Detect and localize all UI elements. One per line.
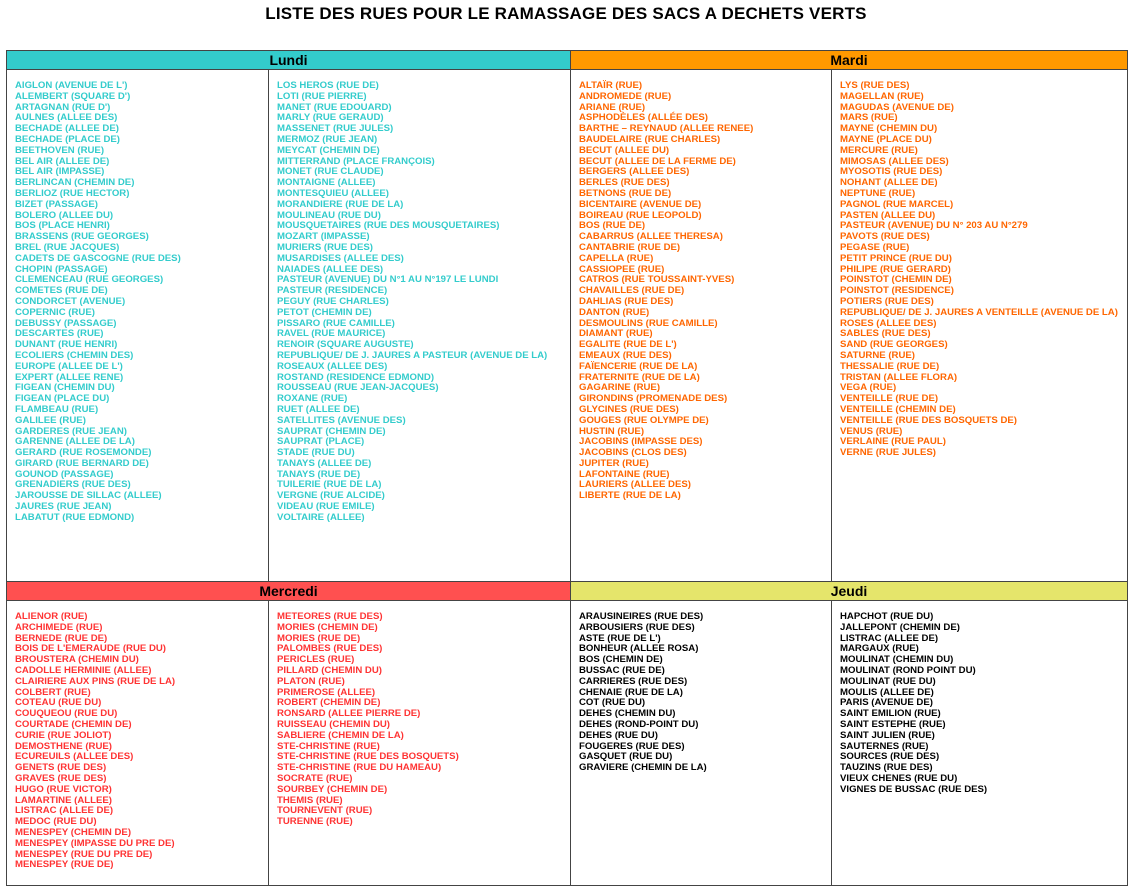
street-item: BERLINCAN (CHEMIN DE) [15, 177, 135, 189]
street-item: PRIMEROSE (ALLEE) [277, 686, 376, 698]
street-item: CONDORCET (AVENUE) [15, 295, 126, 307]
street-item: EUROPE (ALLEE DE L') [15, 360, 123, 372]
street-item: HAPCHOT (RUE DU) [840, 611, 934, 622]
street-item: CADETS DE GASCOGNE (RUE DES) [15, 252, 181, 264]
street-column-2 [269, 70, 570, 581]
street-item: TANAYS (ALLEE DE) [277, 457, 372, 469]
street-item: ASTE (RUE DE L') [579, 632, 661, 644]
street-item: CHENAIE (RUE DE LA) [579, 686, 683, 698]
street-item: ROSEAUX (ALLEE DES) [277, 360, 388, 372]
street-item: TOURNEVENT (RUE) [277, 805, 373, 817]
street-item: GASQUET (RUE DU) [579, 751, 673, 763]
street-item: ROSTAND (RESIDENCE EDMOND) [277, 371, 435, 383]
street-item: LISTRAC (ALLEE DE) [840, 632, 939, 644]
street-item: SAINT ESTEPHE (RUE) [840, 718, 946, 730]
street-item: GALILEE (RUE) [15, 414, 86, 426]
street-item: CHOPIN (PASSAGE) [15, 263, 108, 275]
street-item: BUSSAC (RUE DE) [579, 664, 665, 676]
street-item: VENUS (RUE) [840, 425, 903, 437]
street-item: PAVOTS (RUE DES) [840, 231, 930, 243]
street-item: RENOIR (SQUARE AUGUSTE) [277, 339, 414, 351]
street-item: PETIT PRINCE (RUE DU) [840, 252, 952, 264]
street-item: MARS (RUE) [840, 112, 898, 124]
street-item: DEHES (CHEMIN DU) [579, 708, 676, 720]
street-item: CAPELLA (RUE) [579, 252, 654, 264]
street-item: ECUREUILS (ALLEE DES) [15, 751, 134, 763]
street-item: FOUGERES (RUE DES) [579, 740, 685, 752]
street-item: AIGLON (AVENUE DE L') [15, 80, 128, 91]
street-item: BRASSENS (RUE GEORGES) [15, 231, 149, 243]
street-item: CHAVAILLES (RUE DE) [579, 285, 685, 297]
street-item: MARLY (RUE GERAUD) [277, 112, 384, 124]
street-item: PERICLES (RUE) [277, 654, 355, 666]
street-item: COUQUEOU (RUE DU) [15, 708, 118, 720]
street-item: COT (RUE DU) [579, 697, 646, 709]
street-item: PALOMBES (RUE DES) [277, 643, 383, 655]
street-item: PEGUY (RUE CHARLES) [277, 295, 389, 307]
street-item: GLYCINES (RUE DES) [579, 403, 679, 415]
street-item: COPERNIC (RUE) [15, 306, 95, 318]
street-item: COLBERT (RUE) [15, 686, 91, 698]
street-item: EXPERT (ALLEE RENE) [15, 371, 124, 383]
street-item: CATROS (RUE TOUSSAINT-YVES) [579, 274, 735, 286]
street-item: JACOBINS (IMPASSE DES) [579, 436, 703, 448]
street-item: RONSARD (ALLEE PIERRE DE) [277, 708, 421, 720]
street-item: BICENTAIRE (AVENUE DE) [579, 198, 702, 210]
day-panel-lundi [7, 51, 570, 581]
street-item: CURIE (RUE JOLIOT) [15, 729, 112, 741]
street-item: PARIS (AVENUE DE) [840, 697, 933, 709]
street-item: SATURNE (RUE) [840, 349, 915, 361]
street-item: COMETES (RUE DE) [15, 285, 108, 297]
street-item: LOTI (RUE PIERRE) [277, 90, 367, 102]
street-item: MAYNE (PLACE DU) [840, 133, 932, 145]
street-item: MOULIS (ALLEE DE) [840, 686, 934, 698]
street-item: COTEAU (RUE DU) [15, 697, 102, 709]
street-item: NOHANT (ALLEE DE) [840, 177, 938, 189]
street-item: ASPHODÈLES (ALLÉE DES) [579, 112, 708, 124]
street-item: LABATUT (RUE EDMOND) [15, 511, 135, 523]
street-item: MONTESQUIEU (ALLEE) [277, 187, 389, 199]
street-item: LYS (RUE DES) [840, 80, 910, 91]
street-item: LOS HEROS (RUE DE) [277, 80, 379, 91]
street-item: ALEMBERT (SQUARE D') [15, 90, 131, 102]
street-item: CLAIRIERE AUX PINS (RUE DE LA) [15, 675, 176, 687]
street-item: DANTON (RUE) [579, 306, 650, 318]
street-item: STE-CHRISTINE (RUE DES BOSQUETS) [277, 751, 459, 763]
street-item: GARDERES (RUE JEAN) [15, 425, 127, 437]
street-item: BECHADE (ALLEE DE) [15, 123, 119, 135]
street-item: SOURBEY (CHEMIN DE) [277, 783, 388, 795]
day-panel-mardi [570, 51, 1127, 581]
street-item: PASTEUR (AVENUE) DU N° 203 AU N°279 [840, 220, 1028, 232]
street-item: MOULINEAU (RUE DU) [277, 209, 381, 221]
street-item: VIEUX CHENES (RUE DU) [840, 772, 958, 784]
street-item: GRENADIERS (RUE DES) [15, 479, 131, 491]
street-item: MERMOZ (RUE JEAN) [277, 133, 378, 145]
street-item: ROUSSEAU (RUE JEAN-JACQUES) [277, 382, 439, 394]
street-item: TRISTAN (ALLEE FLORA) [840, 371, 958, 383]
street-item: ARBOUSIERS (RUE DES) [579, 621, 695, 633]
street-item: PETOT (CHEMIN DE) [277, 306, 372, 318]
street-column-1 [7, 70, 269, 581]
street-item: MOULINAT (ROND POINT DU) [840, 664, 976, 676]
street-item: VENTEILLE (RUE DE) [840, 393, 939, 405]
street-item: MENESPEY (RUE DU PRE DE) [15, 848, 153, 860]
street-item: SABLES (RUE DES) [840, 328, 931, 340]
street-item: GOUNOD (PASSAGE) [15, 468, 114, 480]
street-item: FIGEAN (CHEMIN DU) [15, 382, 115, 394]
street-item: NAIADES (ALLEE DES) [277, 263, 384, 275]
street-item: TURENNE (RUE) [277, 816, 353, 828]
street-item: BARTHE – REYNAUD (ALLEE RENEE) [579, 123, 754, 135]
street-item: HUSTIN (RUE) [579, 425, 645, 437]
street-column-1 [571, 70, 832, 581]
street-column-2 [269, 601, 570, 885]
street-item: BERGERS (ALLEE DES) [579, 166, 690, 178]
street-item: VENTEILLE (CHEMIN DE) [840, 403, 956, 415]
street-item: CANTABRIE (RUE DE) [579, 241, 681, 253]
street-item: MORANDIERE (RUE DE LA) [277, 198, 404, 210]
street-item: STADE (RUE DU) [277, 447, 355, 459]
street-item: DESMOULINS (RUE CAMILLE) [579, 317, 718, 329]
street-item: BOS (RUE DE) [579, 220, 646, 232]
street-item: MYOSOTIS (RUE DES) [840, 166, 943, 178]
street-item: MOULINAT (CHEMIN DU) [840, 654, 954, 666]
street-item: ARCHIMEDE (RUE) [15, 621, 103, 633]
street-item: DUNANT (RUE HENRI) [15, 339, 118, 351]
street-item: BECUT (ALLEE DE LA FERME DE) [579, 155, 736, 167]
street-item: MUSARDISES (ALLEE DES) [277, 252, 404, 264]
street-item: PAGNOL (RUE MARCEL) [840, 198, 954, 210]
street-item: BOLERO (ALLEE DU) [15, 209, 114, 221]
street-item: BERNEDE (RUE DE) [15, 632, 108, 644]
street-item: GOUGES (RUE OLYMPE DE) [579, 414, 709, 426]
street-item: TUILERIE (RUE DE LA) [277, 479, 382, 491]
day-header-mercredi: Mercredi [7, 582, 570, 601]
street-item: VIGNES DE BUSSAC (RUE DES) [840, 783, 988, 795]
street-item: PHILIPE (RUE GERARD) [840, 263, 951, 275]
street-item: BOS (CHEMIN DE) [579, 654, 663, 666]
street-item: MONET (RUE CLAUDE) [277, 166, 384, 178]
street-item: ROBERT (CHEMIN DE) [277, 697, 381, 709]
street-item: MENESPEY (RUE DE) [15, 859, 114, 871]
street-item: PASTEN (ALLEE DU) [840, 209, 936, 221]
street-item: SAND (RUE GEORGES) [840, 339, 948, 351]
street-item: LAFONTAINE (RUE) [579, 468, 670, 480]
day-panel-mercredi [7, 581, 570, 885]
street-item: BEL AIR (IMPASSE) [15, 166, 105, 178]
street-item: REPUBLIQUE/ DE J. JAURES A VENTEILLE (AVENUE DE LA) [840, 306, 1118, 318]
street-item: MORIES (CHEMIN DE) [277, 621, 378, 633]
street-item: GARENNE (ALLEE DE LA) [15, 436, 135, 448]
street-item: MASSENET (RUE JULES) [277, 123, 394, 135]
street-item: COURTADE (CHEMIN DE) [15, 718, 132, 730]
street-item: RUISSEAU (CHEMIN DU) [277, 718, 390, 730]
street-item: LAURIERS (ALLEE DES) [579, 479, 691, 491]
street-item: CADOLLE HERMINIE (ALLEE) [15, 664, 152, 676]
street-item: SABLIERE (CHEMIN DE LA) [277, 729, 404, 741]
street-item: SATELLITES (AVENUE DES) [277, 414, 406, 426]
street-item: CLEMENCEAU (RUE GEORGES) [15, 274, 164, 286]
street-item: ECOLIERS (CHEMIN DES) [15, 349, 134, 361]
street-item: POTIERS (RUE DES) [840, 295, 934, 307]
street-item: PLATON (RUE) [277, 675, 345, 687]
street-item: FRATERNITE (RUE DE LA) [579, 371, 700, 383]
street-item: CABARRUS (ALLEE THERESA) [579, 231, 723, 243]
street-item: GIRARD (RUE BERNARD DE) [15, 457, 149, 469]
street-item: PILLARD (CHEMIN DU) [277, 664, 382, 676]
street-column-2 [832, 70, 1127, 581]
street-item: MAGELLAN (RUE) [840, 90, 924, 102]
street-item: BIZET (PASSAGE) [15, 198, 98, 210]
street-item: BOIS DE L'EMERAUDE (RUE DU) [15, 643, 166, 655]
street-column-1 [571, 601, 832, 885]
street-item: STE-CHRISTINE (RUE DU HAMEAU) [277, 762, 442, 774]
street-item: BECUT (ALLEE DU) [579, 144, 670, 156]
street-item: MAYNE (CHEMIN DU) [840, 123, 938, 135]
street-item: SAINT EMILION (RUE) [840, 708, 941, 720]
street-item: MOZART (IMPASSE) [277, 231, 370, 243]
day-header-jeudi: Jeudi [571, 582, 1127, 601]
street-item: SOURCES (RUE DES) [840, 751, 940, 763]
street-item: EGALITE (RUE DE L') [579, 339, 677, 351]
street-item: JALLEPONT (CHEMIN DE) [840, 621, 960, 633]
street-item: MITTERRAND (PLACE FRANÇOIS) [277, 155, 435, 167]
street-item: STE-CHRISTINE (RUE) [277, 740, 380, 752]
street-item: BROUSTERA (CHEMIN DU) [15, 654, 139, 666]
street-item: VIDEAU (RUE EMILE) [277, 501, 375, 513]
street-item: HUGO (RUE VICTOR) [15, 783, 112, 795]
street-item: ARTAGNAN (RUE D') [15, 101, 111, 113]
street-item: ROSES (ALLEE DES) [840, 317, 937, 329]
street-item: FIGEAN (PLACE DU) [15, 393, 110, 405]
street-item: MIMOSAS (ALLEE DES) [840, 155, 949, 167]
street-item: THESSALIE (RUE DE) [840, 360, 940, 372]
street-item: MORIES (RUE DE) [277, 632, 361, 644]
street-item: SAINT JULIEN (RUE) [840, 729, 935, 741]
street-item: NEPTUNE (RUE) [840, 187, 916, 199]
street-item: POINSTOT (RESIDENCE) [840, 285, 954, 297]
street-item: RUET (ALLEE DE) [277, 403, 360, 415]
street-item: VEGA (RUE) [840, 382, 897, 394]
street-item: JUPITER (RUE) [579, 457, 649, 469]
street-item: ROXANE (RUE) [277, 393, 348, 405]
schedule-grid [6, 50, 1128, 886]
street-item: ALTAÏR (RUE) [579, 80, 643, 91]
street-item: BECHADE (PLACE DE) [15, 133, 121, 145]
page-title: LISTE DES RUES POUR LE RAMASSAGE DES SACS A DECHETS VERTS [265, 4, 867, 23]
street-item: PISSARO (RUE CAMILLE) [277, 317, 395, 329]
street-item: MURIERS (RUE DES) [277, 241, 373, 253]
street-item: JACOBINS (CLOS DES) [579, 447, 687, 459]
street-item: DAHLIAS (RUE DES) [579, 295, 674, 307]
street-item: FLAMBEAU (RUE) [15, 403, 99, 415]
street-item: AULNES (ALLEE DES) [15, 112, 118, 124]
street-item: MENESPEY (CHEMIN DE) [15, 826, 132, 838]
street-item: VERNE (RUE JULES) [840, 447, 936, 459]
street-item: SAUPRAT (PLACE) [277, 436, 365, 448]
street-item: MANET (RUE EDOUARD) [277, 101, 392, 113]
street-item: MERCURE (RUE) [840, 144, 918, 156]
street-item: ARAUSINEIRES (RUE DES) [579, 611, 704, 622]
street-item: GRAVES (RUE DES) [15, 772, 107, 784]
street-item: ANDROMEDE (RUE) [579, 90, 672, 102]
street-item: BEL AIR (ALLEE DE) [15, 155, 110, 167]
street-item: LIBERTE (RUE DE LA) [579, 490, 681, 502]
street-item: MEDOC (RUE DU) [15, 816, 97, 828]
street-item: MAGUDAS (AVENUE DE) [840, 101, 954, 113]
street-item: ARIANE (RUE) [579, 101, 646, 113]
street-item: VERGNE (RUE ALCIDE) [277, 490, 385, 502]
street-item: BERLES (RUE DES) [579, 177, 670, 189]
street-item: BETNONS (RUE DE) [579, 187, 672, 199]
street-item: SOCRATE (RUE) [277, 772, 353, 784]
street-item: MENESPEY (IMPASSE DU PRE DE) [15, 837, 175, 849]
street-item: THEMIS (RUE) [277, 794, 343, 806]
street-item: RAVEL (RUE MAURICE) [277, 328, 386, 340]
street-item: BOS (PLACE HENRI) [15, 220, 110, 232]
street-item: MONTAIGNE (ALLEE) [277, 177, 376, 189]
street-item: DIAMANT (RUE) [579, 328, 653, 340]
street-item: BERLIOZ (RUE HECTOR) [15, 187, 130, 199]
street-item: JAROUSSE DE SILLAC (ALLEE) [15, 490, 162, 502]
street-item: BEETHOVEN (RUE) [15, 144, 105, 156]
street-item: VENTEILLE (RUE DES BOSQUETS DE) [840, 414, 1017, 426]
street-item: LISTRAC (ALLEE DE) [15, 805, 114, 817]
street-item: BAUDELAIRE (RUE CHARLES) [579, 133, 721, 145]
street-item: MEYCAT (CHEMIN DE) [277, 144, 380, 156]
street-item: GAGARINE (RUE) [579, 382, 661, 394]
street-item: BREL (RUE JACQUES) [15, 241, 120, 253]
street-item: VOLTAIRE (ALLEE) [277, 511, 365, 523]
street-item: FAÏENCERIE (RUE DE LA) [579, 360, 698, 372]
street-item: POINSTOT (CHEMIN DE) [840, 274, 952, 286]
street-item: REPUBLIQUE/ DE J. JAURES A PASTEUR (AVENUE DE LA) [277, 349, 548, 361]
street-item: DESCARTES (RUE) [15, 328, 104, 340]
street-item: PEGASE (RUE) [840, 241, 910, 253]
street-item: DEHES (RUE DU) [579, 729, 658, 741]
street-item: DEHES (ROND-POINT DU) [579, 718, 699, 730]
street-item: GERARD (RUE ROSEMONDE) [15, 447, 152, 459]
street-item: PASTEUR (RESIDENCE) [277, 285, 388, 297]
street-item: SAUPRAT (CHEMIN DE) [277, 425, 386, 437]
street-item: TANAYS (RUE DE) [277, 468, 361, 480]
street-item: GIRONDINS (PROMENADE DES) [579, 393, 728, 405]
street-item: BONHEUR (ALLEE ROSA) [579, 643, 699, 655]
day-header-lundi: Lundi [7, 51, 570, 70]
street-item: LAMARTINE (ALLEE) [15, 794, 112, 806]
day-panel-jeudi [570, 581, 1127, 885]
street-item: DEBUSSY (PASSAGE) [15, 317, 117, 329]
street-item: CARRIERES (RUE DES) [579, 675, 688, 687]
street-item: MOULINAT (RUE DU) [840, 675, 936, 687]
street-item: VERLAINE (RUE PAUL) [840, 436, 946, 448]
street-column-1 [7, 601, 269, 885]
street-item: MARGAUX (RUE) [840, 643, 919, 655]
street-item: TAUZINS (RUE DES) [840, 762, 933, 774]
street-item: METEORES (RUE DES) [277, 611, 383, 622]
street-item: EMEAUX (RUE DES) [579, 349, 672, 361]
street-item: JAURES (RUE JEAN) [15, 501, 112, 513]
day-header-mardi: Mardi [571, 51, 1127, 70]
street-item: CASSIOPEE (RUE) [579, 263, 665, 275]
street-item: GRAVIERE (CHEMIN DE LA) [579, 762, 707, 774]
street-item: MOUSQUETAIRES (RUE DES MOUSQUETAIRES) [277, 220, 500, 232]
street-column-2 [832, 601, 1127, 885]
street-item: SAUTERNES (RUE) [840, 740, 929, 752]
street-item: DEMOSTHENE (RUE) [15, 740, 113, 752]
street-item: ALIENOR (RUE) [15, 611, 88, 622]
street-item: BOIREAU (RUE LEOPOLD) [579, 209, 702, 221]
street-item: PASTEUR (AVENUE) DU N°1 AU N°197 LE LUNDI [277, 274, 499, 286]
street-item: GENETS (RUE DES) [15, 762, 107, 774]
